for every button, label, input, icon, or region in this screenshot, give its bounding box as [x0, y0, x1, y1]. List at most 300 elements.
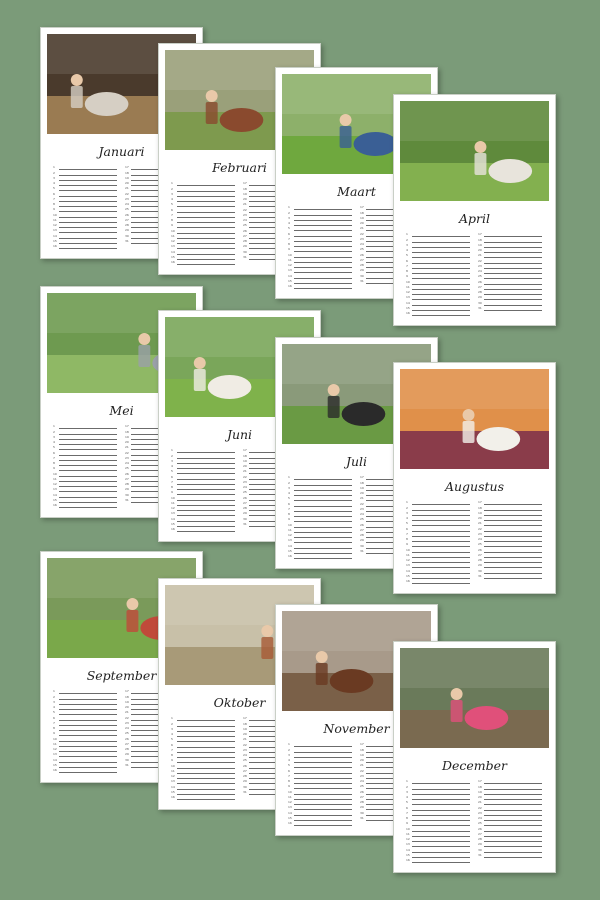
day-number: 17	[243, 448, 247, 453]
day-number: 11	[406, 284, 410, 289]
writing-line	[294, 521, 352, 522]
day-number: 4	[53, 705, 55, 709]
writing-line	[294, 548, 352, 549]
day-number: 9	[288, 517, 290, 522]
day-number: 12	[288, 533, 292, 537]
day-number: 29	[243, 244, 247, 249]
day-number: 2	[171, 186, 173, 191]
writing-line	[412, 257, 470, 258]
day-number: 6	[288, 231, 290, 236]
writing-line	[484, 546, 542, 547]
day-column-left	[288, 475, 352, 559]
day-number: 30	[243, 249, 247, 254]
day-number: 12	[171, 774, 175, 778]
day-number: 16	[53, 768, 57, 772]
writing-line	[177, 264, 235, 265]
writing-line	[177, 794, 235, 795]
day-number: 11	[171, 500, 175, 505]
writing-line	[294, 532, 352, 533]
day-number: 15	[288, 815, 292, 820]
day-number: 21	[478, 521, 482, 526]
day-number: 22	[243, 474, 247, 479]
writing-line	[484, 541, 542, 542]
writing-line	[294, 246, 352, 247]
day-number: 6	[53, 450, 55, 455]
day-number: 20	[125, 440, 129, 444]
writing-line	[412, 804, 470, 805]
day-number: 5	[406, 253, 408, 258]
day-number: 5	[53, 186, 55, 191]
writing-line	[177, 212, 235, 213]
day-number: 25	[125, 731, 129, 736]
writing-line	[412, 525, 470, 526]
writing-line	[294, 506, 352, 507]
day-number: 28	[243, 774, 247, 778]
day-number: 24	[125, 726, 129, 730]
day-number: 15	[288, 278, 292, 283]
day-number: 3	[288, 215, 290, 220]
day-number: 25	[125, 207, 129, 212]
day-number: 22	[243, 207, 247, 212]
day-number: 10	[288, 522, 292, 527]
day-number: 12	[53, 482, 57, 486]
day-number: 26	[478, 547, 482, 552]
day-number: 18	[478, 237, 482, 242]
writing-line	[412, 531, 470, 532]
day-number: 9	[53, 207, 55, 212]
month-title: Augustus	[444, 479, 505, 494]
day-number: 8	[171, 218, 173, 222]
writing-line	[59, 222, 117, 223]
day-number: 26	[243, 495, 247, 500]
day-number: 16	[406, 858, 410, 862]
writing-line	[484, 278, 542, 279]
day-number: 15	[171, 254, 175, 259]
writing-line	[484, 810, 542, 811]
day-column-left	[288, 742, 352, 826]
birthday-lines	[406, 779, 544, 863]
month-title: Juni	[226, 427, 253, 442]
writing-line	[412, 536, 470, 537]
day-number: 8	[288, 242, 290, 246]
day-number: 26	[360, 789, 364, 794]
writing-line	[177, 473, 235, 474]
writing-line	[177, 254, 235, 255]
writing-line	[294, 825, 352, 826]
writing-line	[59, 460, 117, 461]
writing-line	[177, 222, 235, 223]
writing-line	[59, 449, 117, 450]
writing-line	[412, 510, 470, 511]
day-number: 1	[406, 779, 408, 784]
writing-line	[484, 825, 542, 826]
day-number: 28	[125, 223, 129, 227]
day-number: 5	[53, 445, 55, 450]
writing-line	[294, 495, 352, 496]
day-number: 14	[171, 249, 175, 254]
day-number: 12	[53, 223, 57, 227]
writing-line	[59, 169, 117, 170]
day-number: 16	[53, 503, 57, 507]
writing-line	[59, 185, 117, 186]
writing-line	[412, 310, 470, 311]
day-number: 1	[171, 448, 173, 453]
day-number: 31	[478, 852, 482, 857]
day-number: 24	[360, 512, 364, 516]
writing-line	[412, 294, 470, 295]
day-number: 21	[243, 469, 247, 474]
writing-line	[59, 227, 117, 228]
day-number: 9	[288, 784, 290, 789]
calendar-photo	[400, 101, 549, 201]
writing-line	[294, 230, 352, 231]
day-number: 18	[243, 453, 247, 458]
day-number: 27	[125, 476, 129, 481]
day-number: 2	[288, 480, 290, 485]
writing-line	[294, 809, 352, 810]
day-number: 18	[360, 480, 364, 485]
writing-line	[484, 852, 542, 853]
writing-line	[59, 709, 117, 710]
day-number: 25	[478, 274, 482, 279]
writing-line	[294, 773, 352, 774]
day-number: 27	[478, 552, 482, 557]
day-number: 2	[53, 170, 55, 175]
day-number: 17	[125, 165, 129, 170]
month-title: Maart	[337, 184, 376, 199]
writing-line	[294, 542, 352, 543]
day-number: 6	[53, 191, 55, 196]
day-number: 10	[171, 763, 175, 768]
day-number: 14	[171, 784, 175, 789]
writing-line	[294, 757, 352, 758]
writing-line	[59, 756, 117, 757]
day-number: 13	[53, 487, 57, 492]
day-number: 26	[243, 228, 247, 233]
day-number: 25	[125, 466, 129, 471]
day-number: 15	[53, 762, 57, 767]
day-number: 2	[53, 694, 55, 699]
day-number: 11	[53, 476, 57, 481]
writing-line	[294, 220, 352, 221]
day-number: 7	[406, 810, 408, 815]
day-number: 6	[288, 768, 290, 773]
writing-line	[412, 825, 470, 826]
day-number: 24	[243, 485, 247, 489]
writing-line	[412, 831, 470, 832]
day-number: 27	[360, 257, 364, 262]
day-number: 18	[243, 186, 247, 191]
writing-line	[294, 527, 352, 528]
writing-line	[484, 242, 542, 243]
day-number: 2	[406, 505, 408, 510]
day-number: 30	[360, 273, 364, 278]
writing-line	[294, 272, 352, 273]
day-number: 29	[243, 511, 247, 516]
day-number: 9	[171, 490, 173, 495]
day-number: 25	[243, 758, 247, 763]
writing-line	[484, 836, 542, 837]
day-number: 31	[125, 238, 129, 243]
day-number: 2	[53, 429, 55, 434]
day-number: 30	[125, 757, 129, 762]
day-column-left	[288, 205, 352, 289]
day-number: 8	[53, 461, 55, 465]
day-number: 5	[53, 710, 55, 715]
day-number: 7	[171, 212, 173, 217]
day-number: 3	[171, 726, 173, 731]
writing-line	[412, 794, 470, 795]
day-number: 10	[171, 495, 175, 500]
writing-line	[484, 515, 542, 516]
writing-line	[177, 726, 235, 727]
writing-line	[294, 490, 352, 491]
writing-line	[294, 283, 352, 284]
day-number: 11	[406, 552, 410, 557]
day-number: 1	[53, 424, 55, 429]
day-number: 1	[406, 500, 408, 505]
day-number: 14	[171, 516, 175, 521]
writing-line	[177, 783, 235, 784]
writing-line	[412, 247, 470, 248]
month-title: Januari	[98, 144, 145, 159]
writing-line	[294, 215, 352, 216]
day-number: 21	[125, 445, 129, 450]
day-column-left	[406, 779, 470, 863]
day-number: 2	[288, 747, 290, 752]
day-number: 22	[243, 742, 247, 747]
day-number: 28	[478, 290, 482, 294]
day-number: 25	[243, 223, 247, 228]
day-number: 16	[171, 260, 175, 264]
day-number: 4	[288, 221, 290, 225]
birthday-lines	[406, 500, 544, 584]
day-number: 14	[406, 847, 410, 852]
day-number: 20	[478, 248, 482, 252]
day-number: 8	[288, 512, 290, 516]
day-number: 23	[478, 263, 482, 268]
day-number: 29	[125, 487, 129, 492]
writing-line	[59, 434, 117, 435]
day-number: 29	[243, 779, 247, 784]
writing-line	[59, 497, 117, 498]
writing-line	[59, 693, 117, 694]
day-number: 8	[53, 202, 55, 206]
writing-line	[294, 479, 352, 480]
writing-line	[484, 578, 542, 579]
writing-line	[484, 305, 542, 306]
writing-line	[59, 746, 117, 747]
writing-line	[484, 552, 542, 553]
writing-line	[177, 778, 235, 779]
day-number: 10	[171, 228, 175, 233]
day-number: 26	[125, 471, 129, 476]
day-number: 9	[288, 247, 290, 252]
day-number: 13	[288, 805, 292, 810]
day-number: 19	[360, 215, 364, 220]
day-number: 15	[171, 789, 175, 794]
day-number: 29	[478, 295, 482, 300]
writing-line	[412, 820, 470, 821]
day-number: 9	[171, 223, 173, 228]
day-number: 10	[406, 547, 410, 552]
day-number: 28	[243, 239, 247, 243]
day-number: 23	[125, 196, 129, 201]
writing-line	[412, 504, 470, 505]
writing-line	[177, 741, 235, 742]
day-number: 26	[478, 826, 482, 831]
day-number: 21	[125, 186, 129, 191]
writing-line	[412, 315, 470, 316]
day-number: 7	[288, 236, 290, 241]
day-number: 25	[478, 821, 482, 826]
writing-line	[294, 511, 352, 512]
writing-line	[59, 767, 117, 768]
day-number: 19	[478, 242, 482, 247]
writing-line	[412, 862, 470, 863]
day-number: 20	[243, 464, 247, 468]
writing-line	[177, 736, 235, 737]
day-number: 16	[53, 244, 57, 248]
day-number: 22	[125, 191, 129, 196]
day-number: 23	[243, 747, 247, 752]
day-number: 2	[171, 721, 173, 726]
day-number: 6	[171, 474, 173, 479]
writing-line	[484, 573, 542, 574]
day-number: 15	[406, 852, 410, 857]
day-number: 27	[478, 831, 482, 836]
writing-line	[412, 573, 470, 574]
day-number: 15	[171, 521, 175, 526]
writing-line	[177, 233, 235, 234]
writing-line	[412, 268, 470, 269]
day-number: 19	[478, 510, 482, 515]
day-number: 22	[360, 231, 364, 236]
day-number: 16	[288, 554, 292, 558]
writing-line	[59, 243, 117, 244]
day-number: 10	[406, 826, 410, 831]
day-number: 28	[360, 263, 364, 267]
day-column-left	[53, 689, 117, 773]
day-number: 18	[125, 170, 129, 175]
day-number: 7	[288, 773, 290, 778]
writing-line	[484, 520, 542, 521]
day-number: 14	[53, 757, 57, 762]
day-column-left	[406, 500, 470, 584]
day-number: 23	[360, 236, 364, 241]
day-number: 12	[288, 800, 292, 804]
writing-line	[412, 284, 470, 285]
day-number: 2	[406, 784, 408, 789]
writing-line	[177, 259, 235, 260]
day-number: 8	[53, 726, 55, 730]
day-column-left	[406, 232, 470, 316]
writing-line	[59, 238, 117, 239]
day-column-left	[171, 716, 235, 800]
writing-line	[294, 500, 352, 501]
day-number: 17	[478, 232, 482, 237]
writing-line	[177, 489, 235, 490]
day-number: 7	[53, 196, 55, 201]
day-number: 3	[171, 458, 173, 463]
writing-line	[484, 789, 542, 790]
writing-line	[484, 567, 542, 568]
day-number: 23	[360, 506, 364, 511]
month-title: April	[459, 211, 490, 226]
day-number: 15	[406, 573, 410, 578]
writing-line	[294, 251, 352, 252]
day-number: 15	[288, 548, 292, 553]
day-column-right	[478, 232, 542, 316]
day-number: 31	[243, 789, 247, 794]
writing-line	[59, 741, 117, 742]
day-number: 18	[478, 784, 482, 789]
day-number: 13	[171, 244, 175, 249]
day-number: 9	[53, 731, 55, 736]
writing-line	[412, 236, 470, 237]
writing-line	[412, 789, 470, 790]
writing-line	[412, 836, 470, 837]
writing-line	[412, 783, 470, 784]
day-number: 17	[125, 424, 129, 429]
day-number: 3	[171, 191, 173, 196]
day-number: 23	[478, 810, 482, 815]
writing-line	[294, 752, 352, 753]
day-number: 5	[288, 226, 290, 231]
day-number: 9	[406, 274, 408, 279]
writing-line	[412, 841, 470, 842]
calendar-page-april	[393, 94, 556, 326]
day-number: 26	[243, 763, 247, 768]
writing-line	[177, 521, 235, 522]
day-number: 15	[406, 305, 410, 310]
writing-line	[59, 725, 117, 726]
birthday-lines	[406, 232, 544, 316]
writing-line	[177, 505, 235, 506]
day-number: 27	[243, 233, 247, 238]
day-number: 18	[125, 694, 129, 699]
day-number: 10	[288, 252, 292, 257]
day-number: 28	[360, 533, 364, 537]
day-number: 21	[243, 202, 247, 207]
day-number: 3	[406, 242, 408, 247]
day-number: 4	[406, 795, 408, 799]
writing-line	[484, 846, 542, 847]
day-number: 20	[243, 197, 247, 201]
day-column-left	[171, 181, 235, 265]
day-number: 31	[125, 762, 129, 767]
day-number: 31	[125, 497, 129, 502]
writing-line	[484, 557, 542, 558]
day-number: 4	[53, 440, 55, 444]
writing-line	[484, 525, 542, 526]
day-number: 17	[478, 779, 482, 784]
day-number: 12	[406, 558, 410, 562]
writing-line	[294, 288, 352, 289]
day-number: 6	[171, 742, 173, 747]
day-number: 27	[125, 741, 129, 746]
day-number: 30	[360, 810, 364, 815]
day-number: 4	[171, 732, 173, 736]
day-number: 30	[478, 568, 482, 573]
writing-line	[177, 238, 235, 239]
writing-line	[177, 185, 235, 186]
writing-line	[412, 562, 470, 563]
day-number: 30	[125, 233, 129, 238]
month-title: September	[86, 668, 157, 683]
day-number: 6	[53, 715, 55, 720]
day-number: 29	[125, 228, 129, 233]
